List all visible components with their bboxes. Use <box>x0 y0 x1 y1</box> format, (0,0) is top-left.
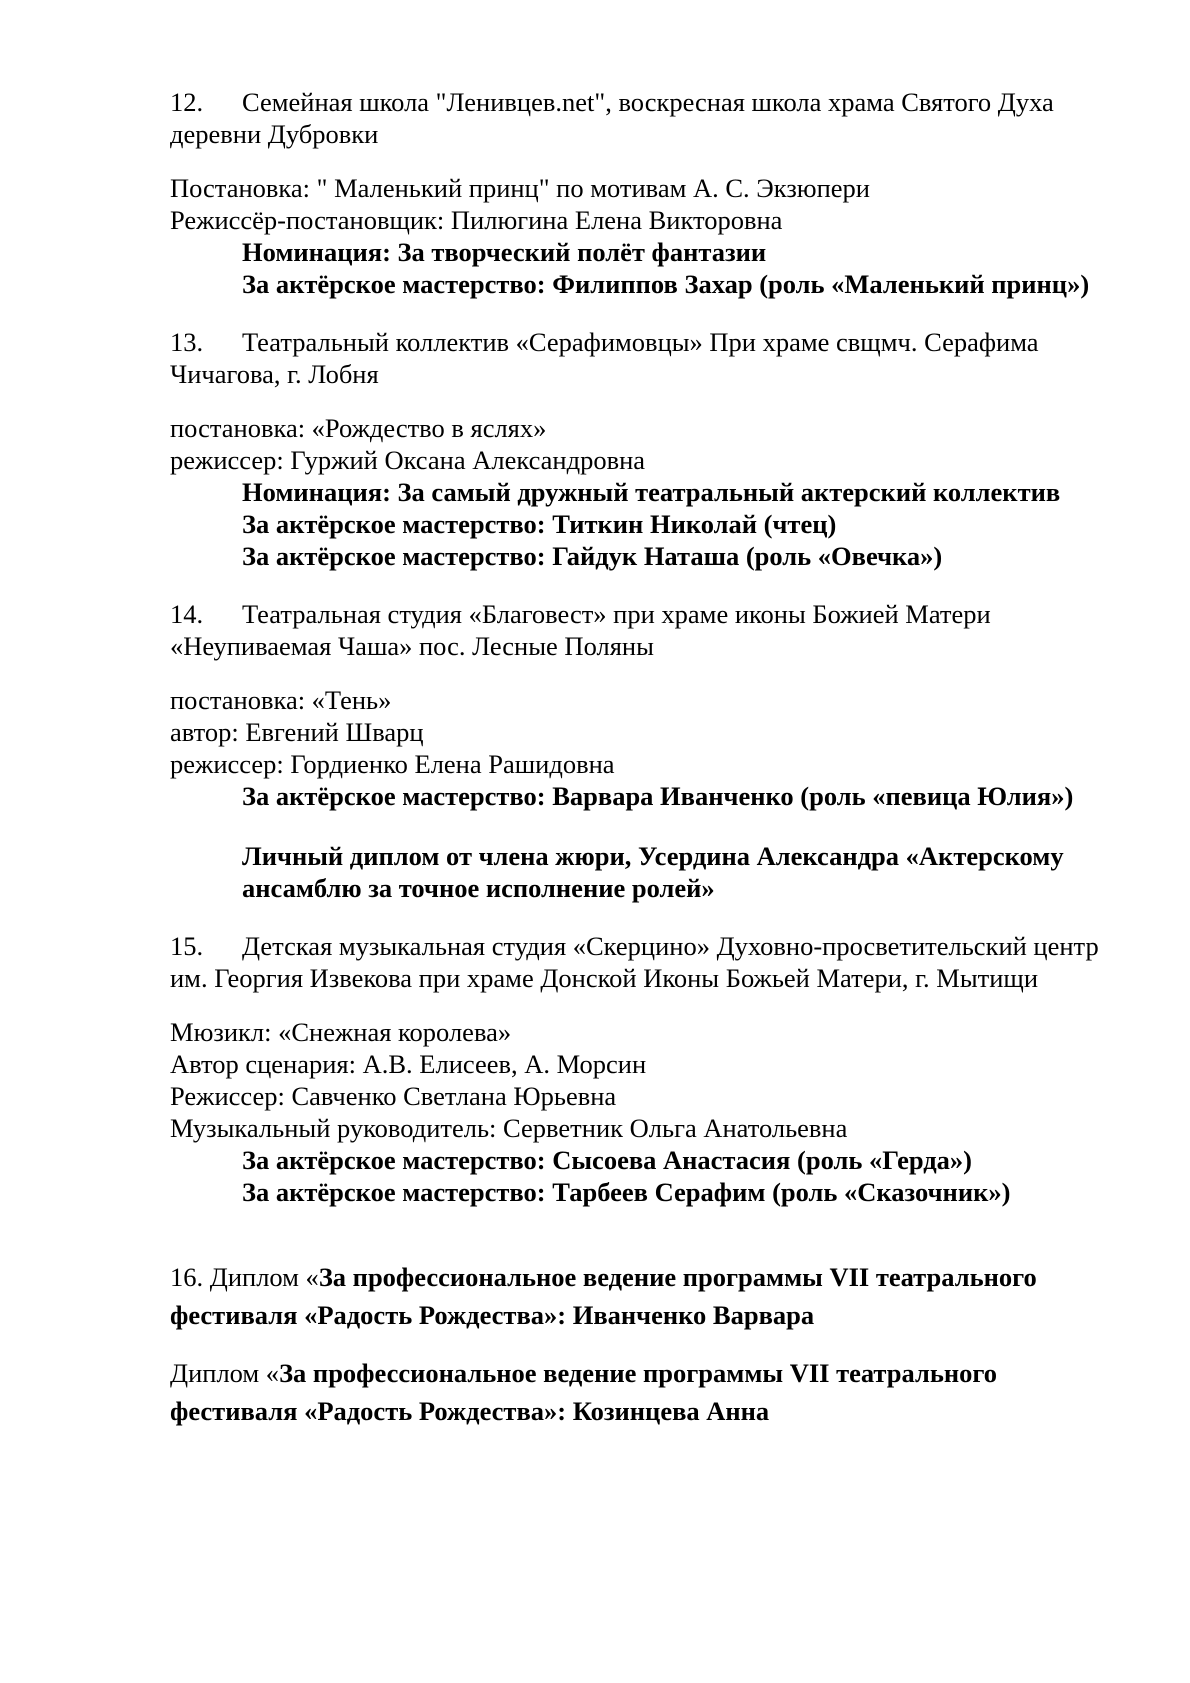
entry-title <box>170 86 1118 150</box>
award-line: За актёрское мастерство: Филиппов Захар (роль «Маленький принц») <box>242 269 1090 299</box>
info-line: режиссер: Гуржий Оксана Александровна <box>170 445 646 475</box>
entry-13 <box>170 326 1118 572</box>
diploma-text: За профессиональное ведение программы VII театрального фестиваля «Радость Рождества»: Иванченко Варвара <box>170 1262 1037 1330</box>
entry-title-text: Театральная студия «Благовест» при храме иконы Божией Матери «Неупиваемая Чаша» пос. Лесные Поляны <box>170 599 991 661</box>
diploma-prefix: 16. Диплом « <box>170 1262 319 1292</box>
info-line: Автор сценария: А.В. Елисеев, А. Морсин <box>170 1049 647 1079</box>
diploma-text: За профессиональное ведение программы VII театрального фестиваля «Радость Рождества»: Козинцева Анна <box>170 1358 998 1426</box>
entry-title-text: Детская музыкальная студия «Скерцино» Духовно-просветительский центр им. Георгия Извекова при храме Донской Иконы Божьей Матери, г. Мытищи <box>170 931 1099 993</box>
award-line: За актёрское мастерство: Гайдук Наташа (роль «Овечка») <box>242 541 943 571</box>
entry-title <box>170 930 1118 994</box>
entry-number: 13. <box>170 327 204 357</box>
award-line: За актёрское мастерство: Титкин Николай (чтец) <box>242 509 837 539</box>
info-line: Музыкальный руководитель: Серветник Ольга Анатольевна <box>170 1113 848 1143</box>
entry-title <box>170 326 1118 390</box>
entry-15 <box>170 930 1118 1208</box>
award-line: Номинация: За самый дружный театральный актерский коллектив <box>242 477 1061 507</box>
info-line: Постановка: " Маленький принц" по мотивам А. С. Экзюпери <box>170 173 870 203</box>
info-line: автор: Евгений Шварц <box>170 717 424 747</box>
info-line: постановка: «Тень» <box>170 685 392 715</box>
diploma-second <box>170 1354 1118 1430</box>
award-line: За актёрское мастерство: Сысоева Анастасия (роль «Герда») <box>242 1145 972 1175</box>
info-line: режиссер: Гордиенко Елена Рашидовна <box>170 749 615 779</box>
award-line: За актёрское мастерство: Варвара Иванченко (роль «певица Юлия») <box>242 781 1074 811</box>
info-line: Мюзикл: «Снежная королева» <box>170 1017 512 1047</box>
entry-title <box>170 598 1118 662</box>
entry-title-text: Семейная школа "Ленивцев.net", воскресная школа храма Святого Духа деревни Дубровки <box>170 87 1054 149</box>
award-line: За актёрское мастерство: Тарбеев Серафим (роль «Сказочник») <box>242 1177 1011 1207</box>
info-line: Режиссёр-постановщик: Пилюгина Елена Викторовна <box>170 205 783 235</box>
document-page <box>170 86 1118 1430</box>
entry-number: 12. <box>170 87 204 117</box>
entry-number: 14. <box>170 599 204 629</box>
diploma-16 <box>170 1258 1118 1334</box>
entry-number: 15. <box>170 931 204 961</box>
info-line: постановка: «Рождество в яслях» <box>170 413 547 443</box>
info-line: Режиссер: Савченко Светлана Юрьевна <box>170 1081 617 1111</box>
entry-14 <box>170 598 1118 904</box>
entry-12 <box>170 86 1118 300</box>
diploma-prefix: Диплом « <box>170 1358 280 1388</box>
entry-title-text: Театральный коллектив «Серафимовцы» При храме свщмч. Серафима Чичагова, г. Лобня <box>170 327 1039 389</box>
jury-diploma: Личный диплом от члена жюри, Усердина Александра «Актерскому ансамблю за точное исполнение ролей» <box>242 841 1064 903</box>
award-line: Номинация: За творческий полёт фантазии <box>242 237 767 267</box>
